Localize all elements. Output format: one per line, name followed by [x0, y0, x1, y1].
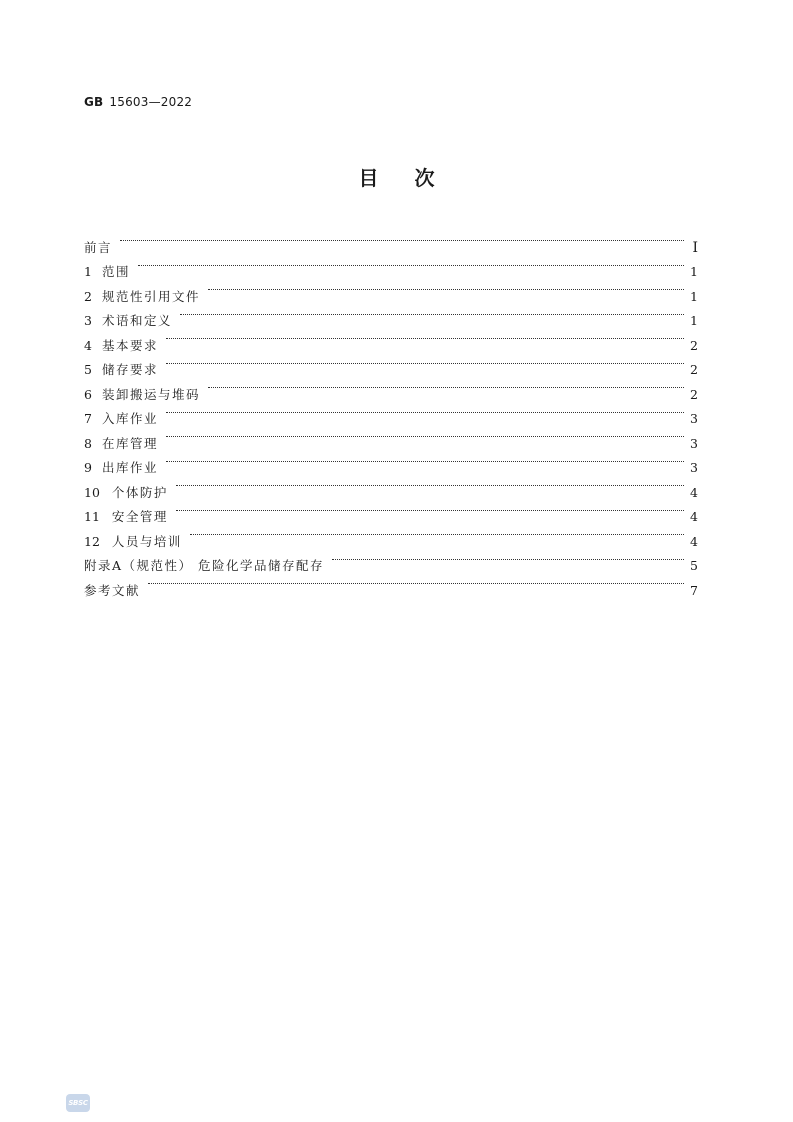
dot-leader: [166, 399, 684, 424]
toc-page-number: 2: [690, 386, 698, 402]
toc-entry-label: 装卸搬运与堆码: [101, 386, 200, 402]
toc-entry-7[interactable]: [84, 399, 698, 424]
toc-page-number: 4: [690, 533, 698, 549]
toc-entry-label: 参考文献: [84, 582, 141, 598]
standard-number: [84, 95, 192, 109]
toc-section-number: 12: [84, 533, 100, 549]
toc-entry-label: 人员与培训: [111, 533, 182, 549]
toc-page-number: 7: [690, 582, 698, 598]
toc-entry-label: 术语和定义: [101, 313, 172, 328]
toc-section-number: 10: [84, 484, 100, 500]
dot-leader: [208, 276, 684, 301]
toc-section-number: 8: [84, 435, 92, 451]
toc-entry-label: 范围: [101, 264, 130, 279]
toc-section-number: 5: [84, 362, 92, 377]
table-of-contents: [84, 227, 698, 598]
toc-entry-10[interactable]: [84, 472, 698, 500]
dot-leader: [120, 227, 684, 252]
dot-leader: [166, 325, 684, 350]
toc-page-number: 1: [690, 264, 698, 279]
toc-section-number: 9: [84, 460, 92, 475]
dot-leader: [166, 423, 684, 448]
toc-entry-2[interactable]: [84, 276, 698, 304]
toc-entry-6[interactable]: [84, 374, 698, 402]
toc-entry-label: 出库作业: [101, 460, 158, 475]
toc-page-number: 4: [690, 509, 698, 524]
toc-entry-label: 规范性引用文件: [101, 288, 200, 304]
dot-leader: [208, 374, 684, 399]
toc-page-number: 2: [690, 362, 698, 377]
toc-section-number: 11: [84, 509, 100, 524]
dot-leader: [332, 546, 684, 571]
toc-page-number: 3: [690, 435, 698, 451]
toc-entry-8[interactable]: [84, 423, 698, 451]
toc-entry-9[interactable]: [84, 448, 698, 473]
toc-section-number: 3: [84, 313, 92, 328]
toc-entry-4[interactable]: [84, 325, 698, 353]
toc-section-number: 2: [84, 288, 92, 304]
dot-leader: [148, 570, 684, 595]
toc-entry-label: 基本要求: [101, 337, 158, 353]
dot-leader: [180, 301, 684, 326]
toc-entry-11[interactable]: [84, 497, 698, 522]
dot-leader: [166, 350, 684, 375]
toc-entry-bibliography[interactable]: [84, 570, 698, 598]
toc-page-number: 4: [690, 484, 698, 500]
toc-page-number: 1: [690, 313, 698, 328]
toc-page-number: 1: [690, 288, 698, 304]
toc-page-number: 3: [690, 411, 698, 426]
toc-entry-label: 入库作业: [101, 411, 158, 426]
toc-entry-label: 前言: [84, 239, 113, 255]
toc-section-number: 6: [84, 386, 92, 402]
page-title: 目次: [358, 166, 471, 190]
dot-leader: [176, 472, 684, 497]
dot-leader: [190, 521, 684, 546]
toc-entry-5[interactable]: [84, 350, 698, 375]
toc-page-number: 3: [690, 460, 698, 475]
toc-entry-12[interactable]: [84, 521, 698, 549]
publisher-logo: SBSC: [66, 1094, 90, 1112]
toc-entry-label: 在库管理: [101, 435, 158, 451]
standard-prefix: GB: [84, 95, 104, 109]
toc-entry-foreword[interactable]: [84, 227, 698, 256]
dot-leader: [166, 448, 684, 473]
dot-leader: [176, 497, 684, 522]
standard-code: 15603—2022: [109, 95, 193, 109]
toc-section-number: 1: [84, 264, 92, 279]
toc-section-number: 4: [84, 337, 92, 353]
toc-entry-label: 附录A（规范性） 危险化学品储存配存: [84, 558, 325, 573]
toc-entry-label: 个体防护: [111, 484, 168, 500]
toc-page-number: I: [692, 239, 698, 256]
toc-page-number: 5: [690, 558, 698, 573]
toc-entry-label: 安全管理: [111, 509, 168, 524]
toc-entry-1[interactable]: [84, 252, 698, 277]
dot-leader: [138, 252, 684, 277]
toc-page-number: 2: [690, 337, 698, 353]
toc-entry-label: 储存要求: [101, 362, 158, 377]
toc-section-number: 7: [84, 411, 92, 426]
